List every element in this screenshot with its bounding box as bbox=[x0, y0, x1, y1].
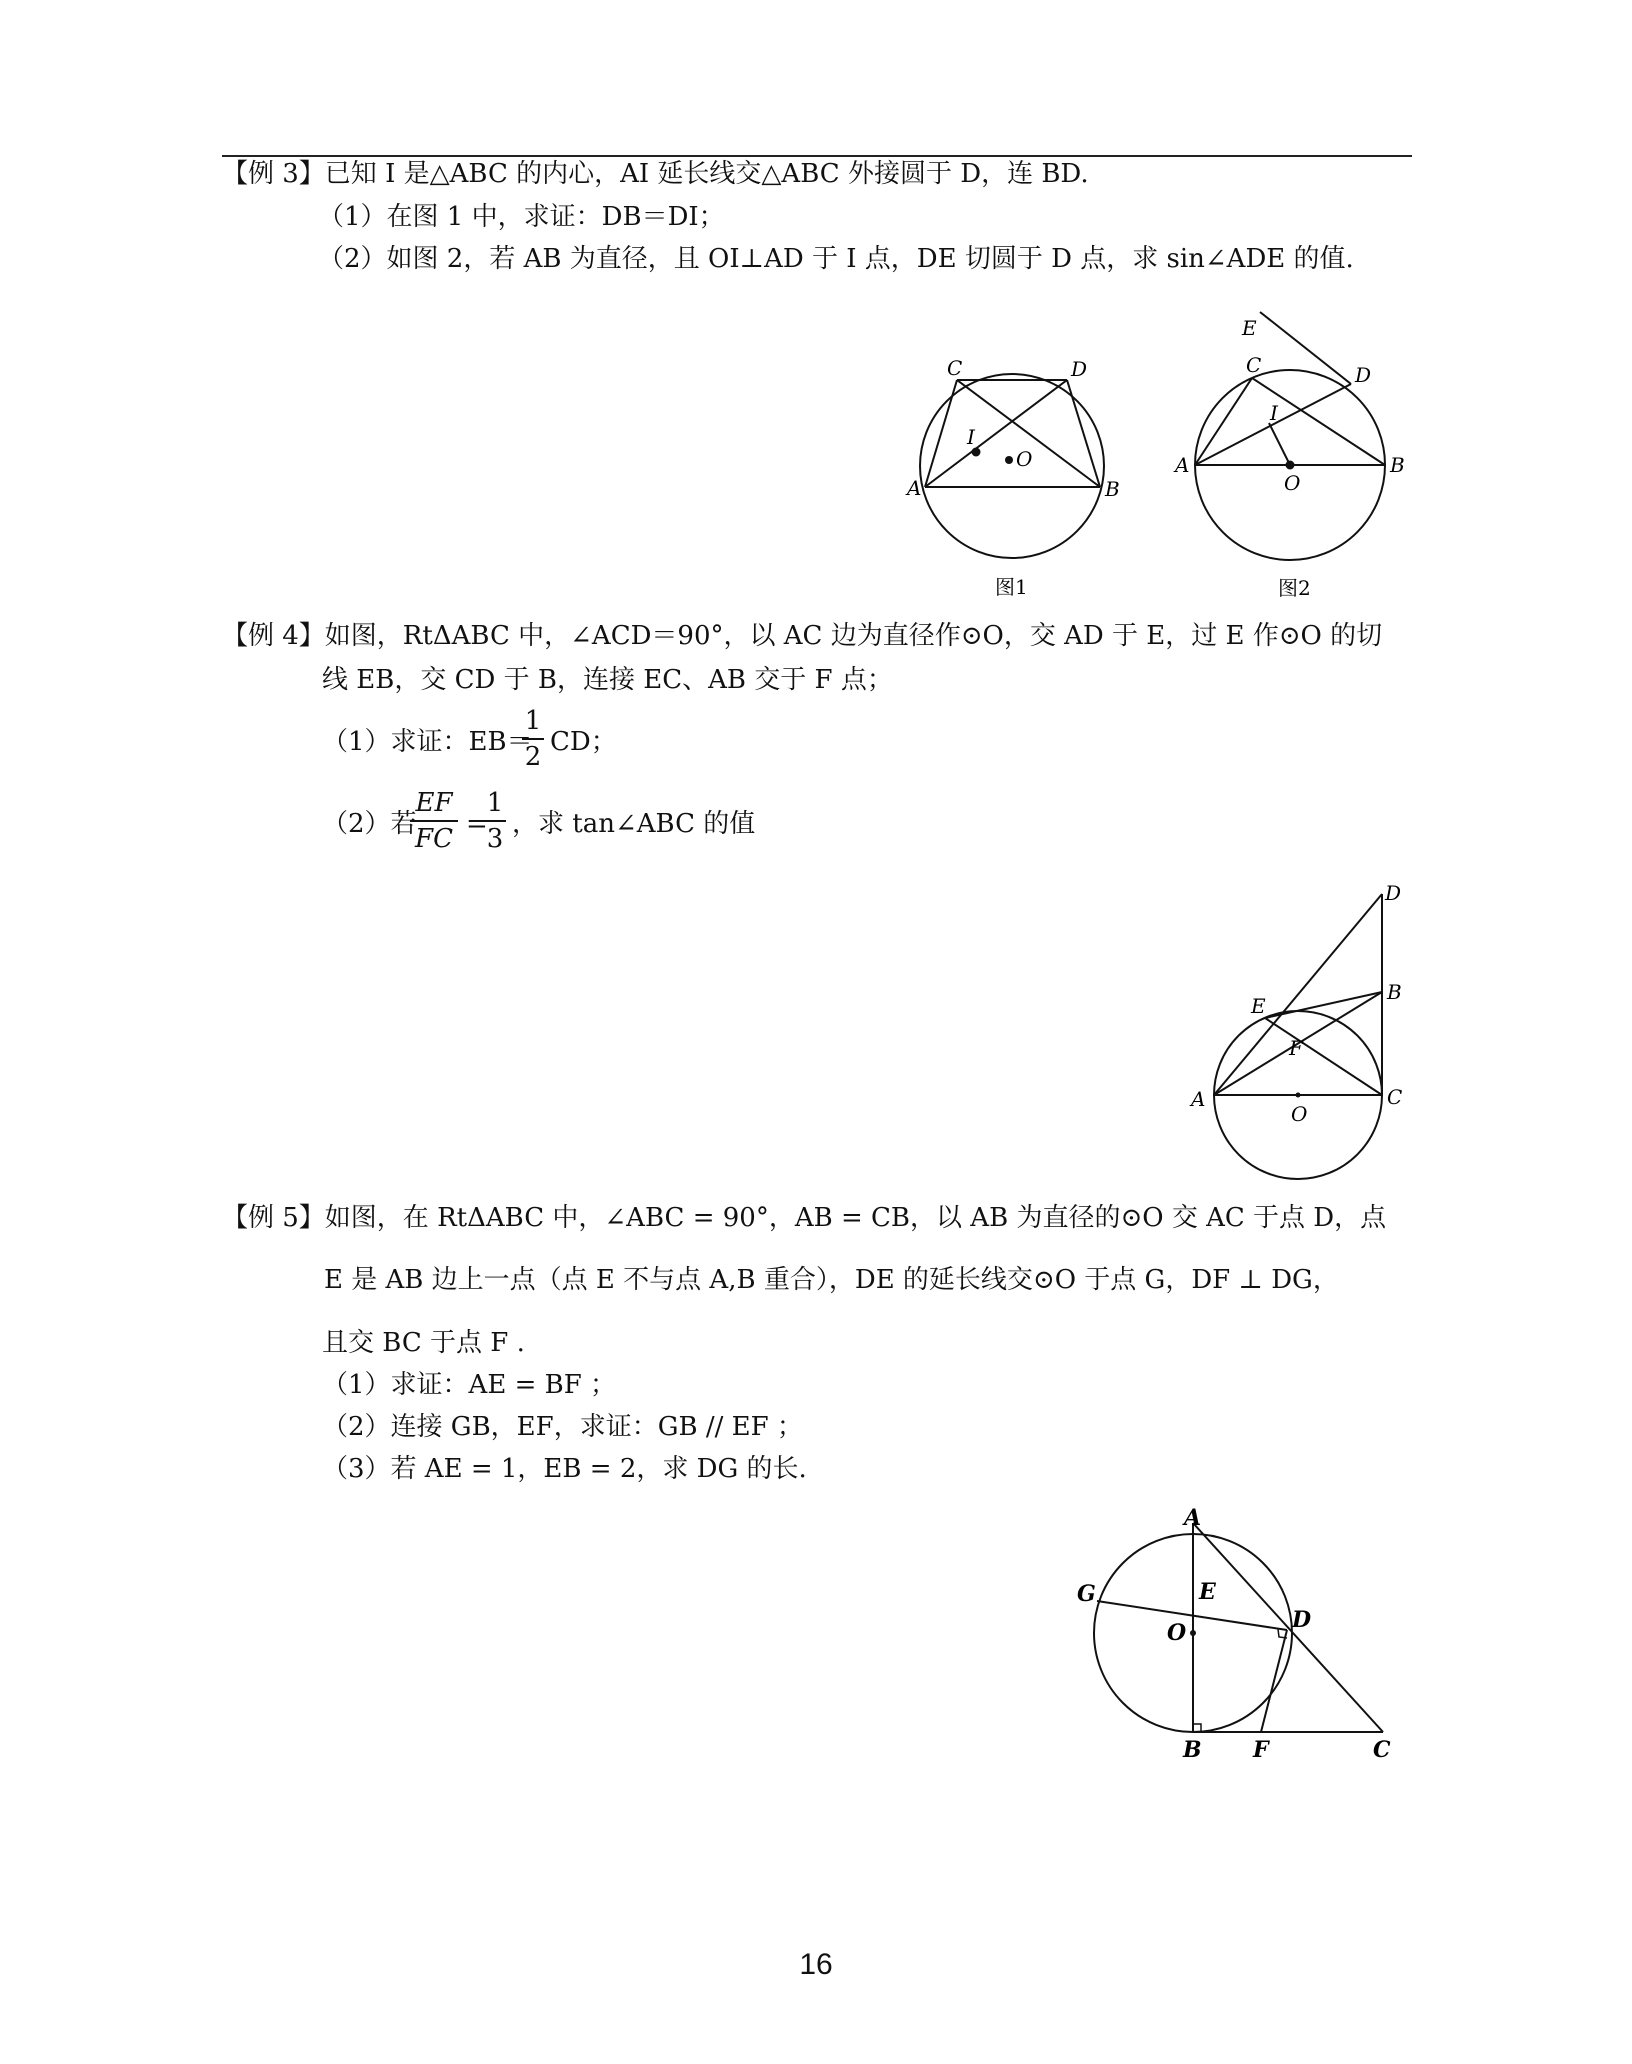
ex5-heading-cont: E 是 AB 边上一点（点 E 不与点 A,B 重合），DE 的延长线交⊙O 于点 G，DF ⊥ DG， bbox=[324, 1265, 1339, 1295]
page-number: 16 bbox=[799, 1948, 833, 1981]
ex4-label-a: A bbox=[1191, 1087, 1206, 1111]
ex5-figure bbox=[1075, 1495, 1420, 1790]
fig1-label-c: C bbox=[947, 356, 963, 380]
fig1-label-i: I bbox=[967, 425, 975, 449]
fig1-label-b: B bbox=[1105, 477, 1120, 501]
ex4-q2-numerator-1: EF bbox=[415, 788, 453, 818]
fig2-label-e: E bbox=[1242, 316, 1257, 340]
fig1-label-o: O bbox=[1016, 447, 1033, 471]
ex5-label-a: A bbox=[1184, 1505, 1202, 1531]
ex4-label-b: B bbox=[1387, 980, 1402, 1004]
ex4-q1-denominator: 2 bbox=[524, 742, 542, 772]
ex4-label-o: O bbox=[1291, 1102, 1308, 1126]
ex5-label-f: F bbox=[1253, 1737, 1269, 1763]
fig2-label-a: A bbox=[1175, 453, 1190, 477]
ex4-q2-numerator-2: 1 bbox=[486, 788, 504, 818]
fig2-label-b: B bbox=[1390, 453, 1405, 477]
ex3-figure-2 bbox=[1170, 290, 1420, 610]
ex4-q2-fraction-1 bbox=[410, 786, 458, 856]
ex4-label-c: C bbox=[1387, 1085, 1403, 1109]
ex5-heading: 【例 5】如图，在 RtΔABC 中，∠ABC = 90°，AB = CB，以 AB 为直径的⊙O 交 AC 于点 D，点 bbox=[222, 1203, 1387, 1233]
ex3-heading: 【例 3】已知 I 是△ABC 的内心，AI 延长线交△ABC 外接圆于 D，连 BD. bbox=[222, 159, 1089, 189]
ex3-question-1: （1）在图 1 中，求证：DB＝DI； bbox=[318, 202, 725, 232]
ex4-q2-fraction-2 bbox=[484, 786, 506, 856]
fig2-label-i: I bbox=[1270, 401, 1278, 425]
ex5-question-3: （3）若 AE = 1，EB = 2，求 DG 的长. bbox=[322, 1454, 807, 1484]
ex4-q2-pre: （2）若 bbox=[322, 809, 417, 839]
fig1-label-d: D bbox=[1071, 357, 1088, 381]
ex4-q2-equals: = bbox=[466, 809, 488, 839]
ex4-label-e: E bbox=[1251, 994, 1266, 1018]
fig2-label-c: C bbox=[1246, 353, 1262, 377]
ex5-label-g: G bbox=[1077, 1581, 1096, 1607]
ex5-label-b: B bbox=[1183, 1737, 1202, 1763]
ex3-figure-1 bbox=[895, 340, 1135, 610]
ex4-heading-cont: 线 EB，交 CD 于 B，连接 EC、AB 交于 F 点； bbox=[322, 665, 893, 695]
ex4-q1-post: CD； bbox=[550, 727, 617, 757]
ex4-q2-post: ，求 tan∠ABC 的值 bbox=[512, 809, 756, 839]
ex5-label-o: O bbox=[1167, 1620, 1187, 1646]
ex4-label-d: D bbox=[1385, 881, 1402, 905]
ex5-question-2: （2）连接 GB，EF，求证：GB // EF ； bbox=[322, 1412, 803, 1442]
ex4-q2-denominator-2: 3 bbox=[486, 824, 504, 854]
ex5-label-e: E bbox=[1199, 1579, 1216, 1605]
ex5-heading-cont-2: 且交 BC 于点 F . bbox=[322, 1328, 525, 1358]
ex5-label-c: C bbox=[1373, 1737, 1391, 1763]
ex4-label-f: F bbox=[1289, 1036, 1303, 1060]
ex4-heading: 【例 4】如图，RtΔABC 中，∠ACD＝90°，以 AC 边为直径作⊙O，交 AD 于 E，过 E 作⊙O 的切 bbox=[222, 621, 1383, 651]
ex4-q1-pre: （1）求证：EB＝ bbox=[322, 727, 533, 757]
ex5-question-1: （1）求证：AE = BF ； bbox=[322, 1370, 617, 1400]
ex4-q1-numerator: 1 bbox=[524, 706, 542, 736]
ex4-figure bbox=[1185, 880, 1415, 1180]
ex5-label-d: D bbox=[1292, 1607, 1312, 1633]
fig2-label-o: O bbox=[1284, 471, 1301, 495]
ex3-question-2: （2）如图 2，若 AB 为直径，且 OI⊥AD 于 I 点，DE 切圆于 D 点，求 sin∠ADE 的值. bbox=[318, 244, 1354, 274]
fig1-caption: 图1 bbox=[995, 575, 1028, 599]
fig2-label-d: D bbox=[1355, 363, 1372, 387]
fig1-label-a: A bbox=[907, 476, 922, 500]
ex4-q2-denominator-1: FC bbox=[415, 824, 453, 854]
ex4-q1-fraction bbox=[522, 704, 544, 774]
fig2-caption: 图2 bbox=[1278, 576, 1311, 600]
